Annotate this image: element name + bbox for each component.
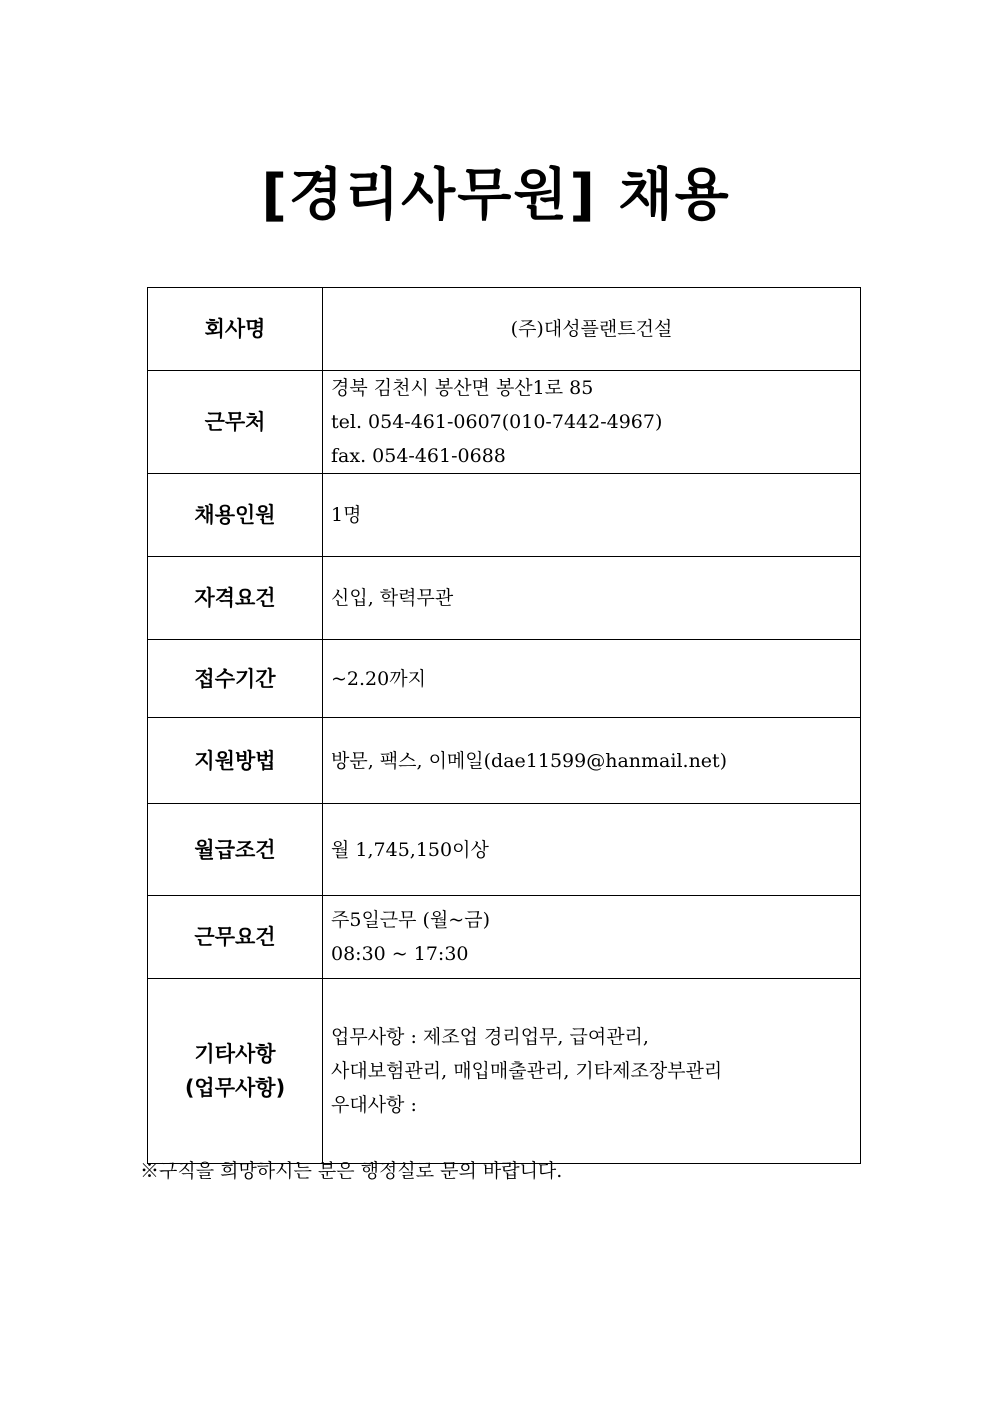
value-workplace xyxy=(323,371,861,474)
company-name: (주)대성플랜트건설 xyxy=(510,318,673,340)
working-days: 주5일근무 (월~금) xyxy=(331,909,490,931)
table-row-workplace xyxy=(148,371,861,474)
label-working-conditions: 근무요건 xyxy=(148,896,323,979)
workplace-tel: tel. 054-461-0607(010-7442-4967) xyxy=(331,411,663,433)
table-row-application-period xyxy=(148,640,861,718)
duties-line2: 사대보험관리, 매입매출관리, 기타제조장부관리 xyxy=(331,1060,723,1082)
application-method-text: 방문, 팩스, 이메일(dae11599@hanmail.net) xyxy=(331,749,728,772)
label-application-period: 접수기간 xyxy=(148,640,323,718)
table-row-application-method xyxy=(148,718,861,804)
value-application-method xyxy=(323,718,861,804)
value-headcount xyxy=(323,474,861,557)
workplace-address: 경북 김천시 봉산면 봉산1로 85 xyxy=(331,377,594,399)
working-hours: 08:30 ~ 17:30 xyxy=(331,943,469,965)
application-period-text: ~2.20까지 xyxy=(331,667,426,690)
qualification-text: 신입, 학력무관 xyxy=(331,587,454,609)
table-row-headcount xyxy=(148,474,861,557)
duties-line1: 업무사항 : 제조업 경리업무, 급여관리, xyxy=(331,1026,649,1048)
label-salary: 월급조건 xyxy=(148,804,323,896)
headcount-text: 1명 xyxy=(331,504,362,526)
workplace-fax: fax. 054-461-0688 xyxy=(331,445,506,467)
value-working-conditions xyxy=(323,896,861,979)
footnote: ※구직을 희망하시는 분은 행정실로 문의 바랍니다. xyxy=(140,1160,563,1182)
value-qualification xyxy=(323,557,861,640)
table-row-other xyxy=(148,979,861,1164)
value-salary xyxy=(323,804,861,896)
value-company xyxy=(323,288,861,371)
value-application-period xyxy=(323,640,861,718)
label-other-line2: (업무사항) xyxy=(184,1076,286,1100)
label-headcount: 채용인원 xyxy=(148,474,323,557)
table-row-qualification xyxy=(148,557,861,640)
table-row-salary xyxy=(148,804,861,896)
label-qualification: 자격요건 xyxy=(148,557,323,640)
preference-line: 우대사항 : xyxy=(331,1094,417,1116)
page-title: [경리사무원] 채용 xyxy=(261,163,731,228)
label-application-method: 지원방법 xyxy=(148,718,323,804)
table-row-company xyxy=(148,288,861,371)
table-row-working-conditions xyxy=(148,896,861,979)
label-company: 회사명 xyxy=(148,288,323,371)
salary-text: 월 1,745,150이상 xyxy=(331,838,489,861)
value-other xyxy=(323,979,861,1164)
label-workplace: 근무처 xyxy=(148,371,323,474)
label-other-line1: 기타사항 xyxy=(194,1042,276,1066)
label-other xyxy=(148,979,323,1164)
recruitment-info-table xyxy=(147,287,861,1164)
